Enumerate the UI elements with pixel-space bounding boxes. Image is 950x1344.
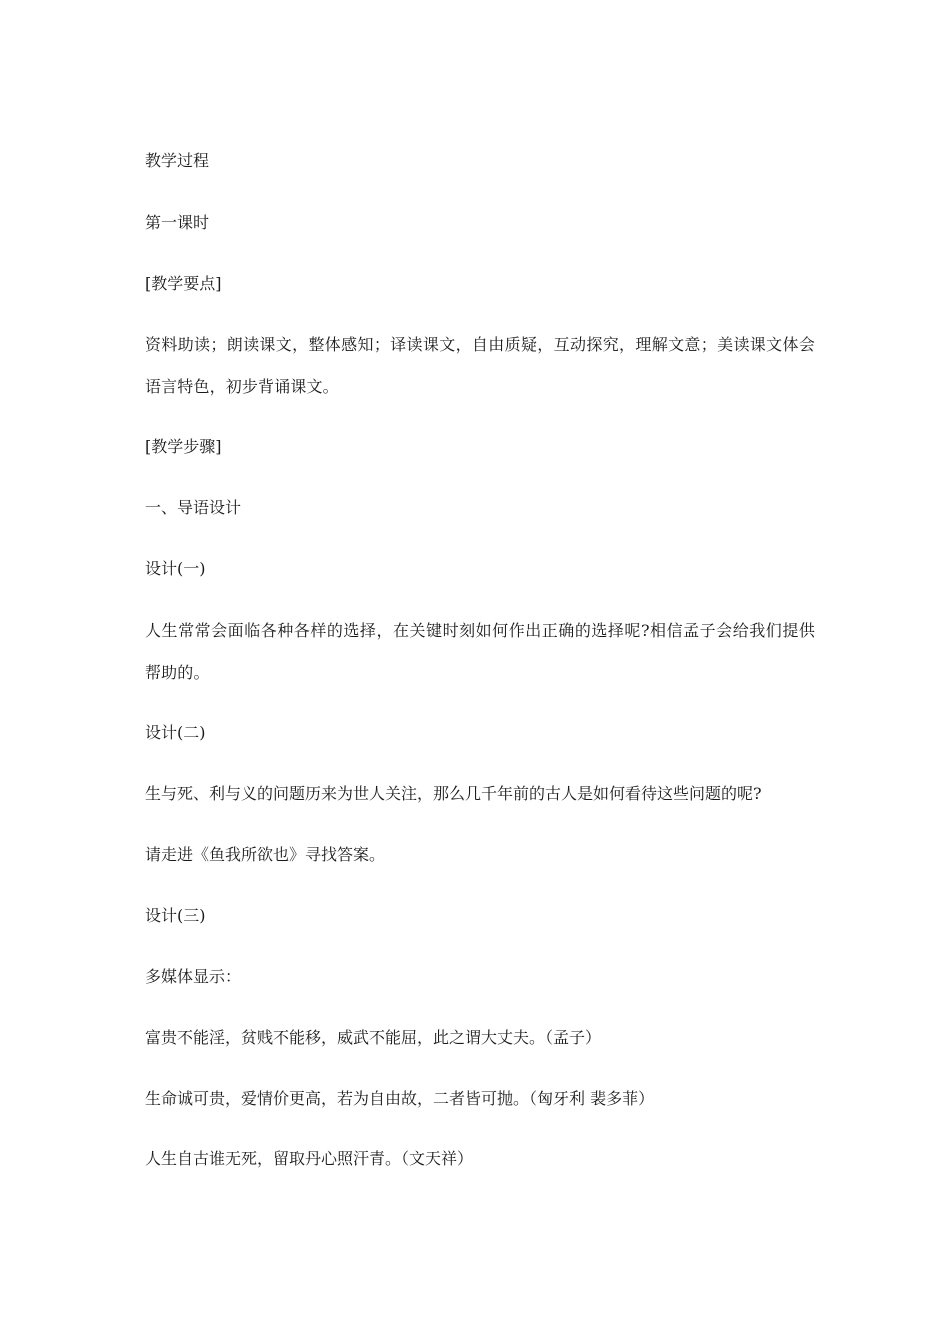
design-2-line-1: 生与死、利与义的问题历来为世人关注，那么几千年前的古人是如何看待这些问题的呢? bbox=[145, 784, 762, 803]
design-1-paragraph: 人生常常会面临各种各样的选择，在关键时刻如何作出正确的选择呢?相信孟子会给我们提供帮助的。 bbox=[145, 621, 815, 682]
design-1-label: 设计(一) bbox=[145, 559, 206, 578]
design-2-line-2: 请走进《鱼我所欲也》寻找答案。 bbox=[145, 845, 386, 864]
design-2-label: 设计(二) bbox=[145, 723, 206, 742]
quote-mencius: 富贵不能淫，贫贱不能移，威武不能屈，此之谓大丈夫。（孟子） bbox=[145, 1028, 602, 1047]
steps-label: [教学步骤] bbox=[145, 437, 222, 456]
design-3-label: 设计(三) bbox=[145, 906, 206, 925]
lesson-title: 第一课时 bbox=[145, 213, 210, 232]
key-points-label: [教学要点] bbox=[145, 274, 222, 293]
section-heading: 教学过程 bbox=[145, 151, 210, 170]
quote-wen-tianxiang: 人生自古谁无死，留取丹心照汗青。（文天祥） bbox=[145, 1149, 474, 1168]
section-1-title: 一、导语设计 bbox=[145, 498, 242, 517]
key-points-paragraph: 资料助读；朗读课文，整体感知；译读课文，自由质疑，互动探究，理解文意；美读课文体会语言特色，初步背诵课文。 bbox=[145, 335, 815, 396]
multimedia-label: 多媒体显示： bbox=[145, 967, 242, 986]
quote-petofi: 生命诚可贵，爱情价更高，若为自由故，二者皆可抛。（匈牙利 裴多菲） bbox=[145, 1089, 655, 1108]
